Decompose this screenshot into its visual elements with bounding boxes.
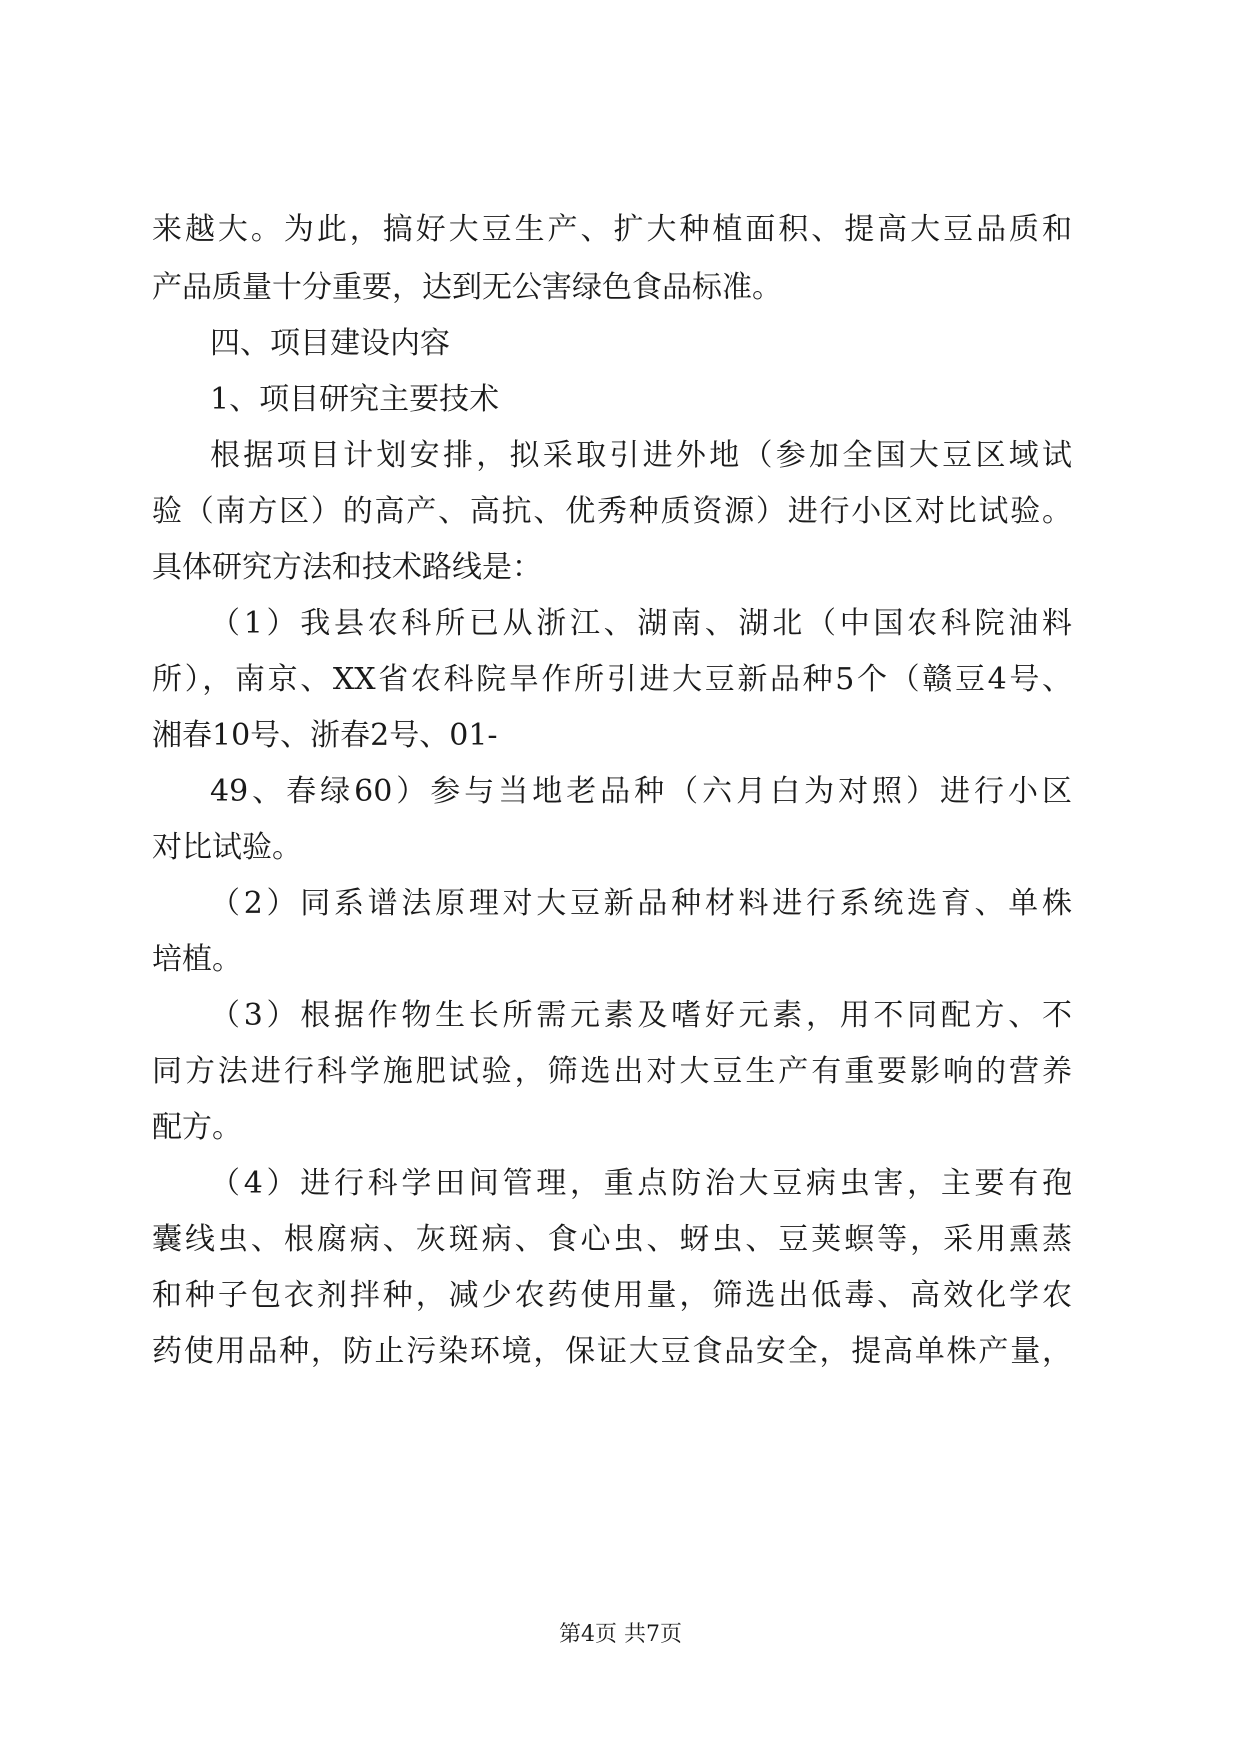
text-line-20: 和种子包衣剂拌种，减少农药使用量，筛选出低毒、高效化学农 (152, 1278, 1072, 1313)
text-line-17: 配方。 (152, 1110, 242, 1145)
text-line-8: （1）我县农科所已从浙江、湖南、湖北（中国农科院油料 (210, 606, 1072, 641)
text-line-21: 药使用品种，防止污染环境，保证大豆食品安全，提高单株产量， (152, 1334, 1072, 1369)
text-line-7: 具体研究方法和技术路线是： (152, 550, 542, 585)
text-line-13: （2）同系谱法原理对大豆新品种材料进行系统选育、单株 (210, 886, 1072, 921)
text-line-1: 来越大。为此，搞好大豆生产、扩大种植面积、提高大豆品质和 (152, 212, 1072, 247)
text-line-15: （3）根据作物生长所需元素及嗜好元素，用不同配方、不 (210, 998, 1072, 1033)
page-number-footer: 第4页 共7页 (559, 1622, 682, 1647)
text-line-5: 根据项目计划安排，拟采取引进外地（参加全国大豆区域试 (210, 438, 1072, 473)
text-line-18: （4）进行科学田间管理，重点防治大豆病虫害，主要有孢 (210, 1166, 1072, 1201)
text-line-12: 对比试验。 (152, 830, 302, 865)
text-line-6: 验（南方区）的高产、高抗、优秀种质资源）进行小区对比试验。 (152, 494, 1072, 529)
text-line-11: 49、春绿60）参与当地老品种（六月白为对照）进行小区 (210, 774, 1072, 809)
text-line-19: 囊线虫、根腐病、灰斑病、食心虫、蚜虫、豆荚螟等，采用熏蒸 (152, 1222, 1072, 1257)
text-line-10: 湘春10号、浙春2号、01- (152, 718, 498, 753)
text-line-16: 同方法进行科学施肥试验，筛选出对大豆生产有重要影响的营养 (152, 1054, 1072, 1089)
text-line-2: 产品质量十分重要，达到无公害绿色食品标准。 (152, 270, 782, 305)
subsection-heading: 1、项目研究主要技术 (210, 382, 500, 417)
section-heading: 四、项目建设内容 (210, 326, 450, 361)
text-line-14: 培植。 (152, 942, 242, 977)
text-line-9: 所），南京、XX省农科院旱作所引进大豆新品种5个（赣豆4号、 (152, 662, 1072, 697)
